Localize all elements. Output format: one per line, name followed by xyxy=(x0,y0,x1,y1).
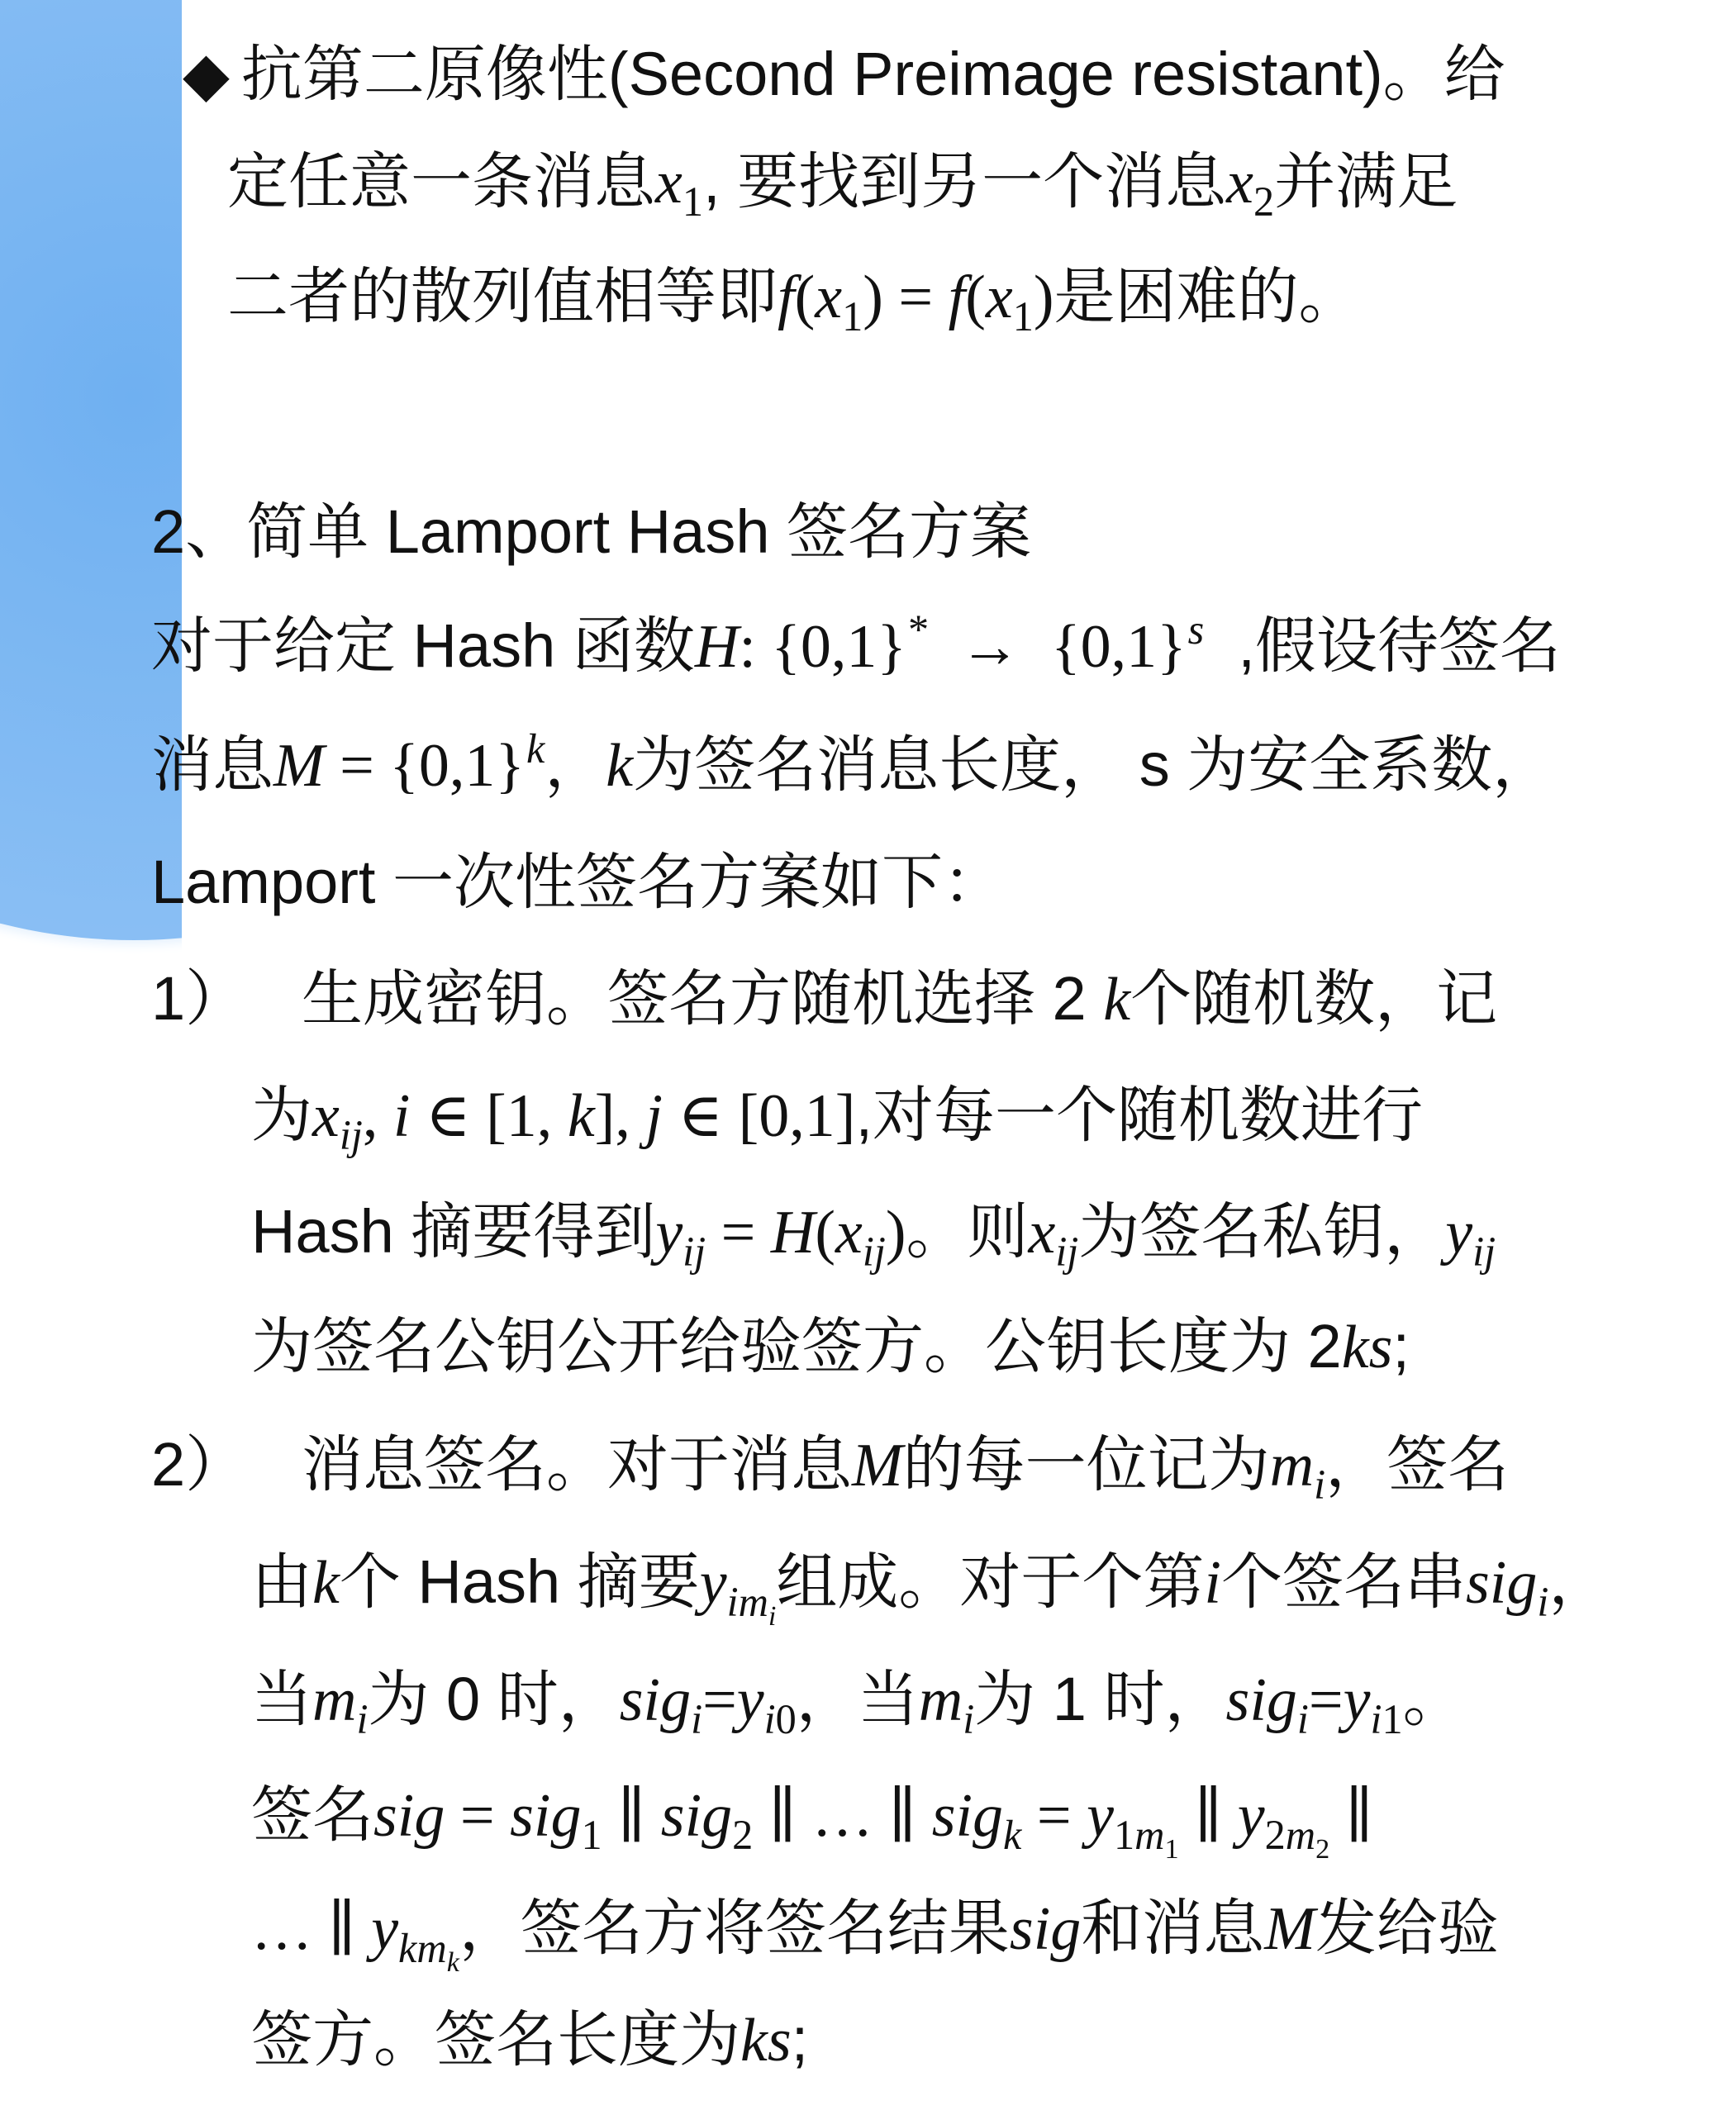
line-content xyxy=(251,2005,808,2074)
math-variable: k xyxy=(312,1549,340,1617)
superscript xyxy=(908,606,929,653)
math-variable: i xyxy=(1296,1696,1309,1743)
text-run: 个签名串 xyxy=(1220,1547,1466,1616)
line-content xyxy=(302,1430,1510,1509)
math-symbol: 2 xyxy=(1315,1834,1330,1865)
math-variable: i xyxy=(1370,1696,1382,1743)
line-content xyxy=(251,1197,1496,1276)
text-line xyxy=(251,1190,1496,1276)
math-variable: M xyxy=(852,1432,903,1499)
math-symbol: ) = xyxy=(863,264,949,331)
text-run: 为 xyxy=(251,1081,312,1149)
math-variable: sig xyxy=(1225,1666,1297,1734)
text-run: ,假设待签名 xyxy=(1204,611,1561,680)
superscript xyxy=(1188,606,1205,653)
math-variable: i xyxy=(768,1601,777,1632)
math-variable: m xyxy=(1269,1432,1315,1499)
math-symbol: ( xyxy=(965,264,986,331)
math-variable: k xyxy=(567,1082,595,1150)
subscript xyxy=(340,1111,363,1158)
line-content xyxy=(151,848,1004,916)
math-symbol: = {0,1} xyxy=(324,732,525,800)
math-variable: km xyxy=(398,1925,447,1972)
math-variable: k xyxy=(526,725,545,772)
math-variable: sig xyxy=(660,1782,733,1850)
subscript xyxy=(356,1695,368,1742)
text-run: 并满足 xyxy=(1274,147,1458,216)
math-variable: i xyxy=(963,1696,975,1743)
text-run: 是困难的。 xyxy=(1053,262,1360,330)
line-content xyxy=(227,147,1458,226)
superscript xyxy=(526,725,545,772)
text-run: 个 Hash 摘要 xyxy=(339,1547,700,1616)
text-run: ，当 xyxy=(796,1665,919,1733)
math-symbol: 2 xyxy=(1253,178,1275,226)
math-variable: k xyxy=(1103,966,1131,1034)
subscript xyxy=(1370,1695,1402,1742)
text-line xyxy=(227,255,1360,338)
math-symbol: 1 xyxy=(581,1812,602,1859)
math-variable: x xyxy=(985,264,1013,331)
text-run: 组成。对于个第 xyxy=(776,1547,1205,1616)
math-symbol: ∥ xyxy=(1178,1782,1238,1850)
text-run: 。则 xyxy=(906,1197,1029,1266)
text-line xyxy=(251,1541,1610,1632)
text-run: 当 xyxy=(251,1665,312,1733)
text-run: ， xyxy=(545,730,606,799)
math-variable: m xyxy=(1285,1812,1316,1859)
text-run: 由 xyxy=(251,1547,312,1616)
line-content xyxy=(251,1780,1373,1865)
text-run: 定任意一条消息 xyxy=(227,147,655,216)
step-line xyxy=(151,958,1497,1040)
text-run: 为签名公钥公开给验签方。公钥长度为 2 xyxy=(251,1312,1342,1381)
subscript xyxy=(1003,1811,1021,1858)
math-variable: y xyxy=(1445,1199,1473,1266)
math-symbol: , xyxy=(362,1082,393,1150)
line-content xyxy=(251,1547,1610,1632)
text-run: 的每一位记为 xyxy=(902,1430,1270,1499)
math-variable: i xyxy=(1314,1461,1326,1509)
math-variable: M xyxy=(1264,1895,1315,1963)
subscript xyxy=(726,1578,777,1632)
text-run: 为签名私钥， xyxy=(1078,1197,1446,1266)
math-variable: i xyxy=(1537,1579,1549,1626)
math-symbol: ) xyxy=(885,1199,906,1266)
math-symbol: ∥ xyxy=(1329,1782,1373,1850)
subscript xyxy=(683,1228,706,1275)
math-symbol: 1 xyxy=(1164,1834,1179,1865)
math-variable: i xyxy=(691,1696,703,1743)
math-variable: y xyxy=(1343,1666,1371,1734)
text-run: 对于给定 Hash 函数 xyxy=(151,611,695,680)
subscript xyxy=(1537,1578,1548,1625)
subscript xyxy=(863,1228,886,1275)
text-run: 为 1 时， xyxy=(974,1665,1226,1733)
subscript xyxy=(764,1695,797,1742)
subscript xyxy=(581,1811,602,1858)
subscript xyxy=(963,1695,974,1742)
math-variable: y xyxy=(371,1895,399,1963)
text-run: Hash 摘要得到 xyxy=(251,1197,656,1266)
decorative-circle-area xyxy=(0,0,182,958)
math-variable: s xyxy=(1187,606,1205,653)
math-variable: H xyxy=(694,613,740,681)
math-variable: ij xyxy=(1472,1228,1496,1276)
line-content xyxy=(227,262,1360,340)
math-variable: k xyxy=(606,732,634,800)
math-variable: sig xyxy=(1465,1549,1538,1617)
math-variable: i xyxy=(392,1082,411,1150)
math-symbol: 2 xyxy=(732,1812,754,1859)
math-symbol: 1 xyxy=(1113,1812,1135,1859)
step-number: 1） xyxy=(151,964,247,1033)
math-variable: x xyxy=(1028,1199,1056,1266)
subscript xyxy=(842,292,863,340)
subscript xyxy=(1314,1461,1325,1508)
section-heading-text: 2、简单 Lamport Hash 签名方案 xyxy=(151,497,1032,566)
math-symbol: ( xyxy=(794,264,816,331)
math-variable: ks xyxy=(740,2007,792,2074)
diamond-bullet-icon: ◆ xyxy=(183,39,230,110)
text-run: , 要找到另一个消息 xyxy=(703,147,1227,216)
text-line xyxy=(251,1774,1373,1865)
text-run: 消息 xyxy=(151,730,273,799)
subscript xyxy=(1264,1811,1330,1865)
text-run: ; xyxy=(791,2005,809,2074)
line-content xyxy=(151,725,1554,800)
math-variable: sig xyxy=(1009,1895,1082,1963)
subscript xyxy=(1113,1811,1179,1865)
text-run: 为签名消息长度， s 为安全系数， xyxy=(633,730,1554,799)
math-variable: i xyxy=(356,1696,369,1743)
math-symbol: = xyxy=(1308,1666,1344,1734)
math-symbol: ∥ … ∥ xyxy=(753,1782,932,1850)
step-line xyxy=(151,1423,1510,1509)
math-symbol: ∈ [1, xyxy=(410,1082,568,1150)
section-heading xyxy=(151,491,1031,573)
math-symbol: 1 xyxy=(1382,1696,1403,1743)
text-run: ; xyxy=(1392,1312,1410,1381)
text-run: 生成密钥。签名方随机选择 2 xyxy=(302,964,1104,1033)
math-variable: ij xyxy=(862,1228,886,1276)
math-variable: ks xyxy=(1341,1314,1393,1381)
math-symbol: 1 xyxy=(1012,293,1034,340)
math-symbol: * xyxy=(907,606,930,653)
text-line xyxy=(227,140,1458,226)
math-variable: y xyxy=(1237,1782,1265,1850)
line-content xyxy=(302,964,1497,1033)
math-variable: k xyxy=(1003,1812,1022,1859)
math-symbol: ) xyxy=(1033,264,1054,331)
math-symbol: → {0,1} xyxy=(929,613,1187,681)
text-run: 签名 xyxy=(251,1780,373,1849)
text-line xyxy=(151,724,1553,806)
math-symbol: 1 xyxy=(682,178,704,226)
math-variable: y xyxy=(1087,1782,1114,1850)
math-variable: ij xyxy=(339,1112,363,1159)
line-content xyxy=(251,1312,1410,1381)
subscript xyxy=(1297,1695,1309,1742)
math-variable: x xyxy=(312,1082,340,1150)
math-variable: sig xyxy=(373,1782,445,1850)
math-variable: y xyxy=(699,1549,727,1617)
math-variable: i xyxy=(763,1696,776,1743)
math-variable: x xyxy=(655,149,683,216)
subscript xyxy=(1055,1228,1078,1275)
math-variable: y xyxy=(736,1666,764,1734)
text-run: 二者的散列值相等即 xyxy=(227,262,778,330)
subscript xyxy=(1164,1833,1178,1865)
text-run: 为 0 时， xyxy=(368,1665,620,1733)
math-variable: M xyxy=(273,732,325,800)
math-symbol: = xyxy=(702,1666,737,1734)
math-symbol: ∥ xyxy=(602,1782,661,1850)
text-line xyxy=(251,1074,1423,1157)
math-variable: j xyxy=(645,1082,663,1150)
math-variable: sig xyxy=(619,1666,692,1734)
text-run: Lamport 一次性签名方案如下： xyxy=(151,848,1005,916)
math-symbol: = xyxy=(445,1782,511,1850)
math-symbol: = xyxy=(1021,1782,1087,1850)
text-run: ， xyxy=(1548,1547,1610,1616)
math-symbol: = xyxy=(706,1199,771,1266)
text-line xyxy=(183,33,1505,116)
math-variable: x xyxy=(835,1199,863,1266)
subscript xyxy=(1472,1228,1496,1275)
line-content xyxy=(151,606,1561,681)
math-variable: x xyxy=(1226,149,1253,216)
subscript xyxy=(768,1600,777,1632)
text-line xyxy=(151,841,1004,924)
math-symbol: ], xyxy=(594,1082,646,1150)
subscript xyxy=(1253,178,1274,225)
math-variable: x xyxy=(815,264,843,331)
math-variable: m xyxy=(1134,1812,1165,1859)
line-content xyxy=(251,1894,1499,1979)
math-variable: sig xyxy=(931,1782,1004,1850)
math-symbol: 2 xyxy=(1264,1812,1286,1859)
math-variable: k xyxy=(446,1947,459,1979)
line-content xyxy=(251,1665,1464,1743)
text-line xyxy=(251,1887,1499,1979)
subscript xyxy=(447,1946,459,1978)
math-variable: ij xyxy=(683,1228,706,1276)
math-variable: ij xyxy=(1055,1228,1079,1276)
line-content xyxy=(241,40,1505,108)
math-symbol: … ∥ xyxy=(251,1895,372,1963)
text-run: 发给验 xyxy=(1315,1894,1499,1962)
math-symbol: : {0,1} xyxy=(739,613,906,681)
subscript xyxy=(398,1924,459,1979)
step-number: 2） xyxy=(151,1430,247,1499)
math-variable: y xyxy=(655,1199,683,1266)
math-variable: H xyxy=(770,1199,816,1266)
subscript xyxy=(691,1695,702,1742)
math-variable: f xyxy=(778,264,795,331)
text-line xyxy=(251,1998,808,2081)
text-run: 。 xyxy=(1402,1665,1464,1733)
subscript xyxy=(683,178,703,225)
line-content xyxy=(251,1081,1424,1159)
subscript xyxy=(1013,292,1034,340)
text-line xyxy=(251,1305,1410,1388)
text-run: ,对每一个随机数进行 xyxy=(855,1081,1424,1149)
math-symbol: 1 xyxy=(842,293,863,340)
text-run: 签方。签名长度为 xyxy=(251,2005,740,2074)
text-run: 消息签名。对于消息 xyxy=(302,1430,852,1499)
text-run: 个随机数，记 xyxy=(1130,964,1498,1033)
math-variable: sig xyxy=(510,1782,582,1850)
subscript xyxy=(732,1811,753,1858)
math-variable: m xyxy=(312,1666,357,1734)
math-symbol: ( xyxy=(815,1199,835,1266)
math-variable: f xyxy=(948,264,966,331)
text-run: 抗第二原像性(Second Preimage resistant)。给 xyxy=(240,40,1505,108)
subscript xyxy=(1315,1833,1329,1865)
text-run: 和消息 xyxy=(1081,1894,1265,1962)
math-symbol: ∈ [0,1] xyxy=(662,1082,856,1150)
text-line xyxy=(251,1658,1464,1741)
math-variable: m xyxy=(918,1666,963,1734)
math-variable: im xyxy=(726,1579,768,1626)
text-run: ，签名方将签名结果 xyxy=(459,1894,1010,1962)
math-variable: i xyxy=(1204,1549,1221,1617)
math-symbol: 0 xyxy=(775,1696,797,1743)
text-run: ，签名 xyxy=(1325,1430,1510,1499)
text-line xyxy=(151,605,1561,687)
